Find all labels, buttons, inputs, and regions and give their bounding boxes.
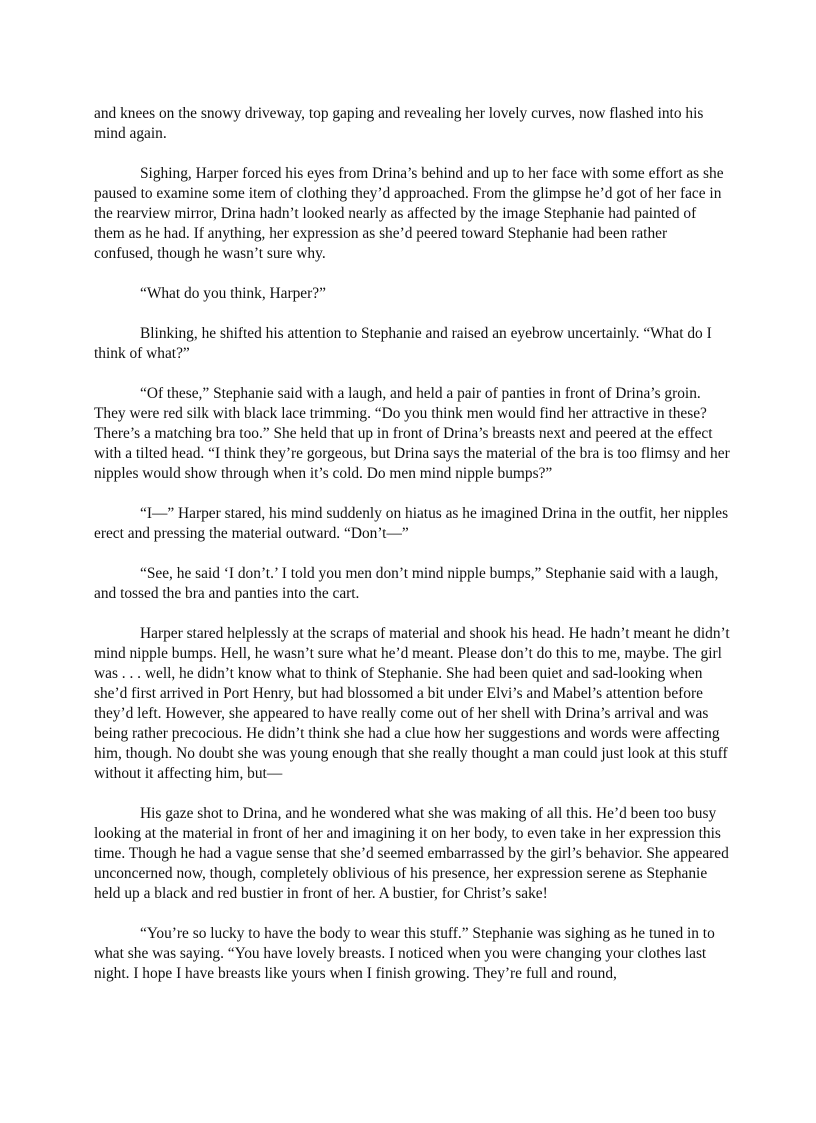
paragraph-5: “Of these,” Stephanie said with a laugh, and held a pair of panties in front of Drina’s groin. They were red silk with black lace trimming. “Do you think men would find her attractive in these? There’s a matching bra too.” She held that up in front of Drina’s breasts next and peered at the effect with a tilted head. “I think they’re gorgeous, but Drina says the material of the bra is too flimsy and her nipples would show through when it’s cold. Do men mind nipple bumps?” — [94, 385, 730, 482]
paragraph-7: “See, he said ‘I don’t.’ I told you men don’t mind nipple bumps,” Stephanie said with a laugh, and tossed the bra and panties into the cart. — [94, 565, 719, 602]
paragraph-8: Harper stared helplessly at the scraps of material and shook his head. He hadn’t meant he didn’t mind nipple bumps. Hell, he wasn’t sure what he’d meant. Please don’t do this to me, maybe. The girl was . . . well, he didn’t know what to think of Stephanie. She had been quiet and sad-looking when she’d first arrived in Port Henry, but had blossomed a bit under Elvi’s and Mabel’s attention before they’d left. However, she appeared to have really come out of her shell with Drina’s arrival and was being rather precocious. He didn’t think she had a clue how her suggestions and words were affecting him, though. No doubt she was young enough that she really thought a man could just look at this stuff without it affecting him, but— — [94, 625, 730, 782]
paragraph-2: Sighing, Harper forced his eyes from Drina’s behind and up to her face with some effort as she paused to examine some item of clothing they’d approached. From the glimpse he’d got of her face in the rearview mirror, Drina hadn’t looked nearly as affected by the image Stephanie had painted of them as he had. If anything, her expression as she’d peered toward Stephanie had been rather confused, though he wasn’t sure why. — [94, 165, 724, 262]
paragraph-1: and knees on the snowy driveway, top gaping and revealing her lovely curves, now flashed into his mind again. — [94, 105, 704, 142]
document-page — [94, 104, 730, 1004]
paragraph-10: “You’re so lucky to have the body to wear this stuff.” Stephanie was sighing as he tuned in to what she was saying. “You have lovely breasts. I noticed when you were changing your clothes last night. I hope I have breasts like yours when I finish growing. They’re full and round, — [94, 925, 715, 982]
paragraph-9: His gaze shot to Drina, and he wondered what she was making of all this. He’d been too busy looking at the material in front of her and imagining it on her body, to even take in her expression this time. Though he had a vague sense that she’d seemed embarrassed by the girl’s behavior. She appeared unconcerned now, though, completely oblivious of his presence, her expression serene as Stephanie held up a black and red bustier in front of her. A bustier, for Christ’s sake! — [94, 805, 729, 902]
paragraph-6: “I—” Harper stared, his mind suddenly on hiatus as he imagined Drina in the outfit, her nipples erect and pressing the material outward. “Don’t—” — [94, 505, 729, 542]
paragraph-3: “What do you think, Harper?” — [140, 285, 326, 302]
paragraph-4: Blinking, he shifted his attention to Stephanie and raised an eyebrow uncertainly. “What do I think of what?” — [94, 325, 712, 362]
